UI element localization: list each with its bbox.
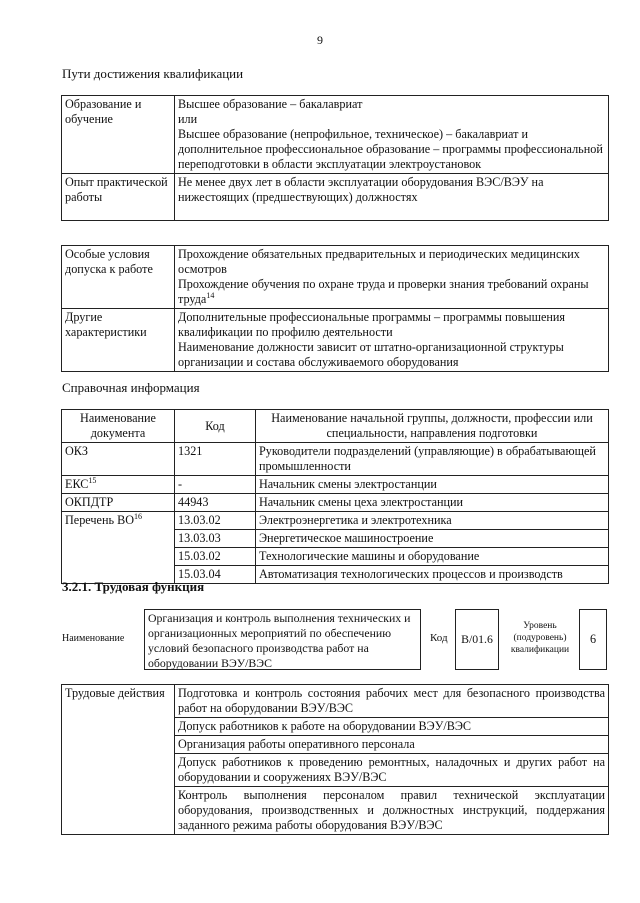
footnote-mark: 14 — [206, 290, 215, 300]
function-heading: 3.2.1. Трудовая функция — [62, 579, 205, 594]
code-cell: 13.03.03 — [175, 530, 256, 548]
row-label: Опыт практической работы — [62, 174, 175, 221]
action-item: Организация работы оперативного персонала — [175, 736, 609, 754]
code-cell: 1321 — [175, 443, 256, 476]
table-row — [62, 512, 609, 530]
code-cell: 15.03.02 — [175, 548, 256, 566]
code-label: Код — [430, 632, 448, 644]
actions-table — [61, 684, 609, 835]
column-header-name: Наименование начальной группы, должности, профессии или специальности, направления подготовки — [256, 410, 609, 443]
name-cell: Технологические машины и оборудование — [256, 548, 609, 566]
row-content — [175, 174, 609, 221]
code-cell: - — [175, 476, 256, 494]
name-cell: Начальник смены электростанции — [256, 476, 609, 494]
table-row — [62, 685, 609, 718]
code-cell: 44943 — [175, 494, 256, 512]
conditions-table — [61, 245, 609, 372]
text-line: Наименование должности зависит от штатно-организационной структуры организации и состава обслуживаемого оборудования — [178, 340, 564, 369]
footnote-mark: 16 — [134, 511, 143, 521]
qualification-table — [61, 95, 609, 221]
row-label: Другие характеристики — [62, 309, 175, 372]
action-item: Контроль выполнения персоналом правил технической эксплуатации оборудования, производственных и должностных инструкций, поддержания заданного режима работы оборудования ВЭУ/ВЭС — [175, 787, 609, 835]
text-line: Прохождение обязательных предварительных и периодических медицинских осмотров — [178, 247, 580, 276]
function-name-box: Организация и контроль выполнения технических и организационных мероприятий по обеспечению условий безопасного производства работ на оборудовании ВЭУ/ВЭС — [144, 609, 421, 670]
level-label: Уровень (подуровень) квалификации — [510, 621, 570, 655]
row-content — [175, 309, 609, 372]
function-level-box: 6 — [579, 609, 607, 670]
column-header-document: Наименование документа — [62, 410, 175, 443]
text-line: Дополнительные профессиональные программы – программы повышения квалификации по профилю деятельности — [178, 310, 566, 339]
row-label: Трудовые действия — [62, 685, 175, 835]
table-header-row — [62, 410, 609, 443]
text-line — [178, 277, 605, 307]
name-label: Наименование — [62, 633, 125, 644]
action-item: Допуск работников к проведению ремонтных, наладочных и других работ на оборудовании и сооружениях ВЭУ/ВЭС — [175, 754, 609, 787]
column-header-code: Код — [175, 410, 256, 443]
code-cell: 15.03.04 — [175, 566, 256, 584]
name-cell: Автоматизация технологических процессов и производств — [256, 566, 609, 584]
action-item: Допуск работников к работе на оборудовании ВЭУ/ВЭС — [175, 718, 609, 736]
table-row — [62, 246, 609, 309]
reference-heading: Справочная информация — [62, 380, 200, 395]
table-row — [62, 494, 609, 512]
text-line: или — [178, 112, 198, 126]
doc-name: ЕКС — [65, 477, 89, 491]
text-line: Не менее двух лет в области эксплуатации оборудования ВЭС/ВЭУ на нижестоящих (предшествующих) должностях — [178, 175, 544, 204]
table-row — [62, 174, 609, 221]
code-cell: 13.03.02 — [175, 512, 256, 530]
text-line: Высшее образование – бакалавриат — [178, 97, 363, 111]
row-label: Образование и обучение — [62, 96, 175, 174]
row-label: Особые условия допуска к работе — [62, 246, 175, 309]
footnote-mark: 15 — [88, 475, 97, 485]
doc-cell: ОКПДТР — [62, 494, 175, 512]
page-number: 9 — [317, 33, 323, 47]
name-cell: Энергетическое машиностроение — [256, 530, 609, 548]
table-row — [62, 96, 609, 174]
doc-name: Перечень ВО — [65, 513, 135, 527]
row-content — [175, 96, 609, 174]
table-row — [62, 309, 609, 372]
table-row — [62, 443, 609, 476]
table-row — [62, 476, 609, 494]
name-cell: Начальник смены цеха электростанции — [256, 494, 609, 512]
doc-cell — [62, 476, 175, 494]
row-content — [175, 246, 609, 309]
function-code-box: B/01.6 — [455, 609, 499, 670]
reference-table — [61, 409, 609, 584]
qualification-heading: Пути достижения квалификации — [62, 66, 244, 81]
text-line: Высшее образование (непрофильное, техническое) – бакалавриат и дополнительное профессиональное образование – программы профессиональной переподготовки в области эксплуатации электроустановок — [178, 127, 603, 171]
text-line-body: Прохождение обучения по охране труда и проверки знания требований охраны труда — [178, 277, 589, 306]
doc-cell — [62, 512, 175, 584]
doc-cell: ОКЗ — [62, 443, 175, 476]
name-cell: Электроэнергетика и электротехника — [256, 512, 609, 530]
name-cell: Руководители подразделений (управляющие) в обрабатывающей промышленности — [256, 443, 609, 476]
action-item: Подготовка и контроль состояния рабочих мест для безопасного производства работ на оборудовании ВЭУ/ВЭС — [175, 685, 609, 718]
